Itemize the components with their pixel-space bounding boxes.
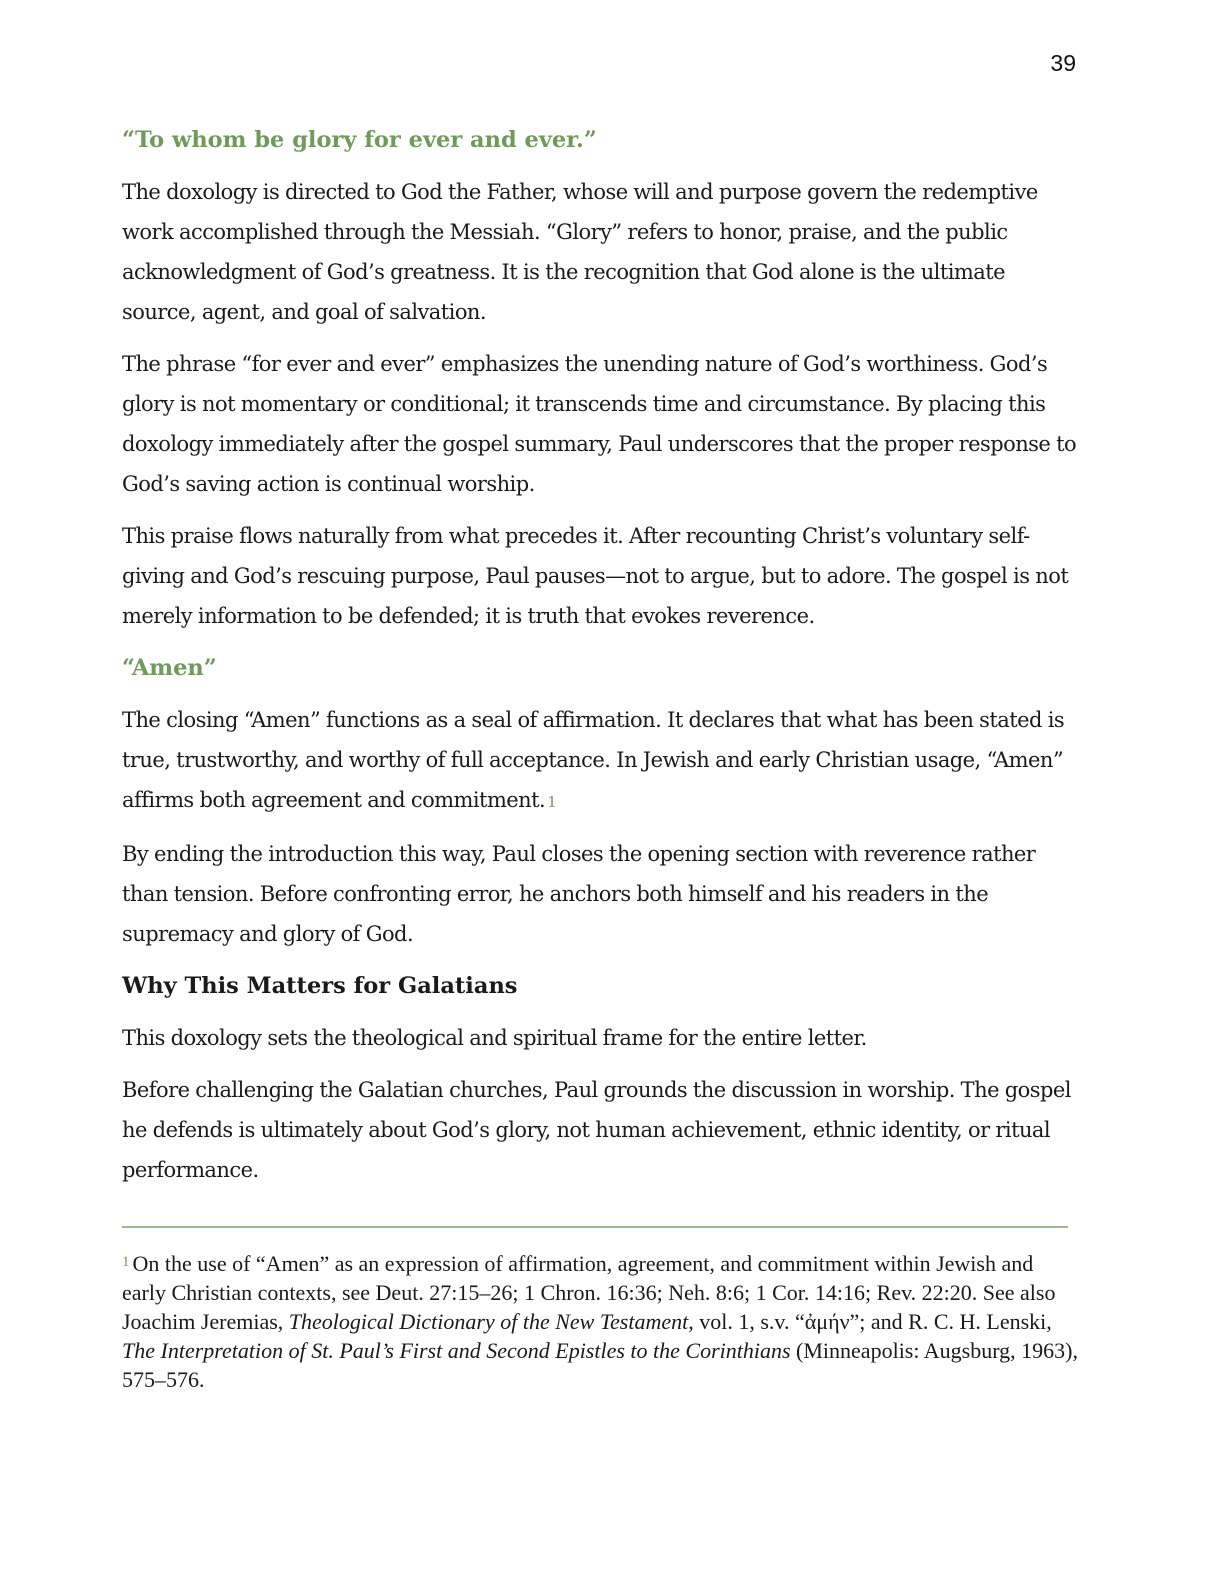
footnote-number: 1 xyxy=(122,1254,130,1270)
paragraph-glory-1: The doxology is directed to God the Father, whose will and purpose govern the redemptive work accomplished through the Messiah. “Glory” refers to honor, praise, and the public acknowledgment of God’s greatness. It is the recognition that God alone is the ultimate source, agent, and goal of salvation. xyxy=(122,180,1038,324)
footnote-text-2: , vol. 1, s.v. “ἀμήν”; and R. C. H. Lenski, xyxy=(688,1309,1052,1334)
footnote-title-2: The Interpretation of St. Paul’s First and Second Epistles to the Corinthians xyxy=(122,1338,791,1363)
section-heading-amen: “Amen” xyxy=(122,655,217,681)
footnote-title-1: Theological Dictionary of the New Testament xyxy=(288,1309,689,1334)
footnote-text-3: (Minneapolis: Augsburg, 1963), 575–576. xyxy=(122,1338,1078,1392)
paragraph-amen-2: By ending the introduction this way, Paul closes the opening section with reverence rather than tension. Before confronting error, he anchors both himself and his readers in the supremacy and glory of God. xyxy=(122,842,1036,946)
footnote-divider xyxy=(122,1226,1068,1228)
page-body xyxy=(122,120,1077,1202)
page-number: 39 xyxy=(1050,50,1076,76)
paragraph-glory-2: The phrase “for ever and ever” emphasizes the unending nature of God’s worthiness. God’s glory is not momentary or conditional; it transcends time and circumstance. By placing this doxology immediately after the gospel summary, Paul underscores that the proper response to God’s saving action is continual worship. xyxy=(122,352,1077,496)
section-heading-why: Why This Matters for Galatians xyxy=(122,973,518,999)
paragraph-why-1: This doxology sets the theological and spiritual frame for the entire letter. xyxy=(122,1026,867,1050)
footnote-text-1: On the use of “Amen” as an expression of affirmation, agreement, and commitment within Jewish and early Christian contexts, see Deut. 27:15–26; 1 Chron. 16:36; Neh. 8:6; 1 Cor. 14:16; Rev. 22:20. See also Joachim Jeremias, xyxy=(122,1251,1056,1334)
paragraph-glory-3: This praise flows naturally from what precedes it. After recounting Christ’s voluntary self-giving and God’s rescuing purpose, Paul pauses—not to argue, but to adore. The gospel is not merely information to be defended; it is truth that evokes reverence. xyxy=(122,524,1069,628)
footnote xyxy=(122,1248,1082,1394)
footnote-reference-link[interactable]: 1 xyxy=(547,793,557,811)
section-heading-glory: “To whom be glory for ever and ever.” xyxy=(122,127,597,153)
paragraph-why-2: Before challenging the Galatian churches, Paul grounds the discussion in worship. The gospel he defends is ultimately about God’s glory, not human achievement, ethnic identity, or ritual performance. xyxy=(122,1078,1071,1182)
paragraph-amen-1-text: The closing “Amen” functions as a seal of affirmation. It declares that what has been stated is true, trustworthy, and worthy of full acceptance. In Jewish and early Christian usage, “Amen” affirms both agreement and commitment. xyxy=(122,708,1065,812)
paragraph-amen-1 xyxy=(122,700,1077,822)
